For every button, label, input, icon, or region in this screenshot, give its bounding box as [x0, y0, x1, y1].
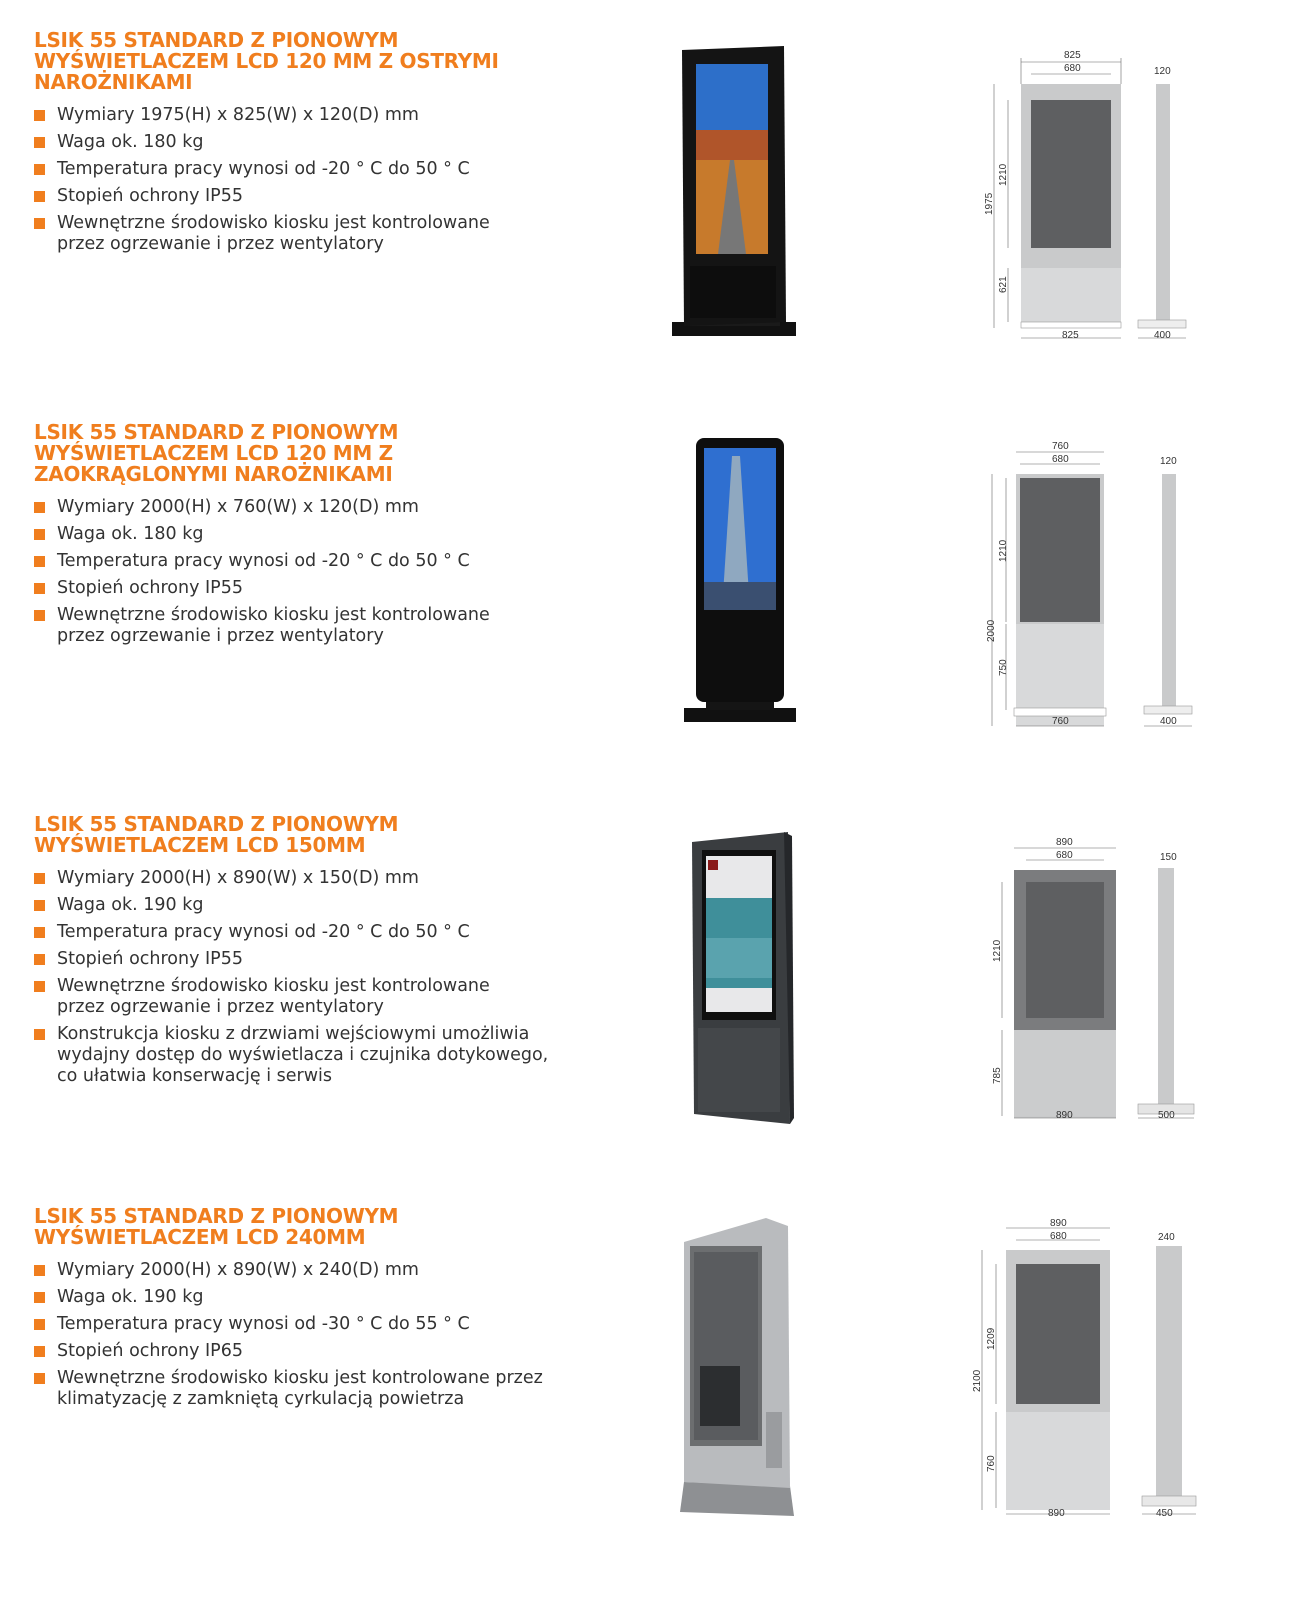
spec-item: Temperatura pracy wynosi od -20 ° C do 50 ° C — [34, 922, 574, 943]
dim-width-top: 890 — [1050, 1218, 1067, 1229]
spec-item: Waga ok. 190 kg — [34, 895, 574, 916]
square-bullet-icon — [34, 110, 45, 121]
square-bullet-icon — [34, 981, 45, 992]
dim-width-top: 760 — [1052, 441, 1069, 452]
dim-screen-width: 680 — [1050, 1231, 1067, 1242]
product-section-2 — [0, 392, 1304, 784]
spec-item: Wewnętrzne środowisko kiosku jest kontrolowane przez ogrzewanie i przez wentylatory — [34, 976, 527, 1018]
dim-screen-height: 1210 — [992, 939, 1003, 962]
square-bullet-icon — [34, 1029, 45, 1040]
spec-item: Waga ok. 190 kg — [34, 1287, 574, 1308]
kiosk-photo — [670, 432, 810, 742]
kiosk-photo — [670, 1216, 810, 1526]
spec-item: Wymiary 2000(H) x 890(W) x 150(D) mm — [34, 868, 574, 889]
square-bullet-icon — [34, 1319, 45, 1330]
spec-item: Stopień ochrony IP55 — [34, 578, 574, 599]
spec-list — [34, 1260, 574, 1416]
dim-base-depth: 450 — [1156, 1508, 1173, 1519]
square-bullet-icon — [34, 583, 45, 594]
dim-width-bottom: 890 — [1056, 1110, 1073, 1121]
spec-item: Waga ok. 180 kg — [34, 132, 574, 153]
dim-screen-height: 1210 — [998, 539, 1009, 562]
dim-base-depth: 400 — [1160, 716, 1177, 727]
square-bullet-icon — [34, 954, 45, 965]
dim-screen-width: 680 — [1064, 63, 1081, 74]
dim-depth: 120 — [1154, 66, 1171, 77]
dim-lower-height: 621 — [998, 276, 1009, 293]
product-title: LSIK 55 STANDARD Z PIONOWYM WYŚWIETLACZEM LCD 120 MM Z OSTRYMI NAROŻNIKAMI — [34, 28, 499, 94]
product-title: LSIK 55 STANDARD Z PIONOWYM WYŚWIETLACZEM LCD 150MM — [34, 812, 399, 857]
product-title: LSIK 55 STANDARD Z PIONOWYM WYŚWIETLACZEM LCD 240MM — [34, 1204, 399, 1249]
product-section-1 — [0, 0, 1304, 392]
dim-height: 1975 — [984, 192, 995, 215]
spec-item: Stopień ochrony IP55 — [34, 949, 574, 970]
dim-height: 2100 — [972, 1369, 983, 1392]
spec-item: Wewnętrzne środowisko kiosku jest kontrolowane przez ogrzewanie i przez wentylatory — [34, 605, 527, 647]
spec-item: Wymiary 2000(H) x 890(W) x 240(D) mm — [34, 1260, 574, 1281]
product-section-4 — [0, 1176, 1304, 1609]
dim-width-bottom: 890 — [1048, 1508, 1065, 1519]
spec-list — [34, 868, 574, 1093]
dim-base-depth: 500 — [1158, 1110, 1175, 1121]
dimension-drawing — [980, 828, 1210, 1128]
dim-width-top: 890 — [1056, 837, 1073, 848]
product-section-3 — [0, 784, 1304, 1176]
dim-depth: 150 — [1160, 852, 1177, 863]
dim-depth: 240 — [1158, 1232, 1175, 1243]
spec-item: Stopień ochrony IP65 — [34, 1341, 574, 1362]
dim-width-top: 825 — [1064, 50, 1081, 61]
square-bullet-icon — [34, 1292, 45, 1303]
spec-item: Wewnętrzne środowisko kiosku jest kontrolowane przez klimatyzację z zamkniętą cyrkulacją powietrza — [34, 1368, 557, 1410]
dim-width-bottom: 760 — [1052, 716, 1069, 727]
dim-depth: 120 — [1160, 456, 1177, 467]
dim-lower-height: 760 — [986, 1455, 997, 1472]
dim-height: 2000 — [986, 619, 997, 642]
dim-screen-height: 1209 — [986, 1327, 997, 1350]
dimension-drawing — [980, 432, 1210, 742]
spec-item: Wymiary 2000(H) x 760(W) x 120(D) mm — [34, 497, 574, 518]
spec-item: Stopień ochrony IP55 — [34, 186, 574, 207]
dim-screen-width: 680 — [1052, 454, 1069, 465]
dim-screen-width: 680 — [1056, 850, 1073, 861]
square-bullet-icon — [34, 502, 45, 513]
dim-lower-height: 785 — [992, 1067, 1003, 1084]
spec-item: Temperatura pracy wynosi od -30 ° C do 55 ° C — [34, 1314, 574, 1335]
spec-list — [34, 497, 574, 653]
dimension-drawing — [980, 40, 1210, 350]
square-bullet-icon — [34, 164, 45, 175]
kiosk-photo — [680, 828, 810, 1128]
square-bullet-icon — [34, 900, 45, 911]
spec-item: Temperatura pracy wynosi od -20 ° C do 50 ° C — [34, 159, 574, 180]
square-bullet-icon — [34, 529, 45, 540]
dim-base-depth: 400 — [1154, 330, 1171, 341]
spec-list — [34, 105, 574, 261]
dim-width-bottom: 825 — [1062, 330, 1079, 341]
dim-screen-height: 1210 — [998, 163, 1009, 186]
square-bullet-icon — [34, 218, 45, 229]
dim-lower-height: 750 — [998, 659, 1009, 676]
square-bullet-icon — [34, 191, 45, 202]
dimension-drawing — [970, 1216, 1210, 1526]
square-bullet-icon — [34, 137, 45, 148]
spec-item: Waga ok. 180 kg — [34, 524, 574, 545]
spec-item: Wewnętrzne środowisko kiosku jest kontrolowane przez ogrzewanie i przez wentylatory — [34, 213, 527, 255]
spec-item: Temperatura pracy wynosi od -20 ° C do 50 ° C — [34, 551, 574, 572]
spec-item: Konstrukcja kiosku z drzwiami wejściowymi umożliwia wydajny dostęp do wyświetlacza i czujnika dotykowego, co ułatwia konserwację i serwis — [34, 1024, 557, 1087]
product-title: LSIK 55 STANDARD Z PIONOWYM WYŚWIETLACZEM LCD 120 MM Z ZAOKRĄGLONYMI NAROŻNIKAMI — [34, 420, 399, 486]
square-bullet-icon — [34, 610, 45, 621]
spec-item: Wymiary 1975(H) x 825(W) x 120(D) mm — [34, 105, 574, 126]
square-bullet-icon — [34, 1373, 45, 1384]
kiosk-photo — [660, 40, 810, 360]
square-bullet-icon — [34, 927, 45, 938]
square-bullet-icon — [34, 1265, 45, 1276]
square-bullet-icon — [34, 1346, 45, 1357]
square-bullet-icon — [34, 556, 45, 567]
square-bullet-icon — [34, 873, 45, 884]
